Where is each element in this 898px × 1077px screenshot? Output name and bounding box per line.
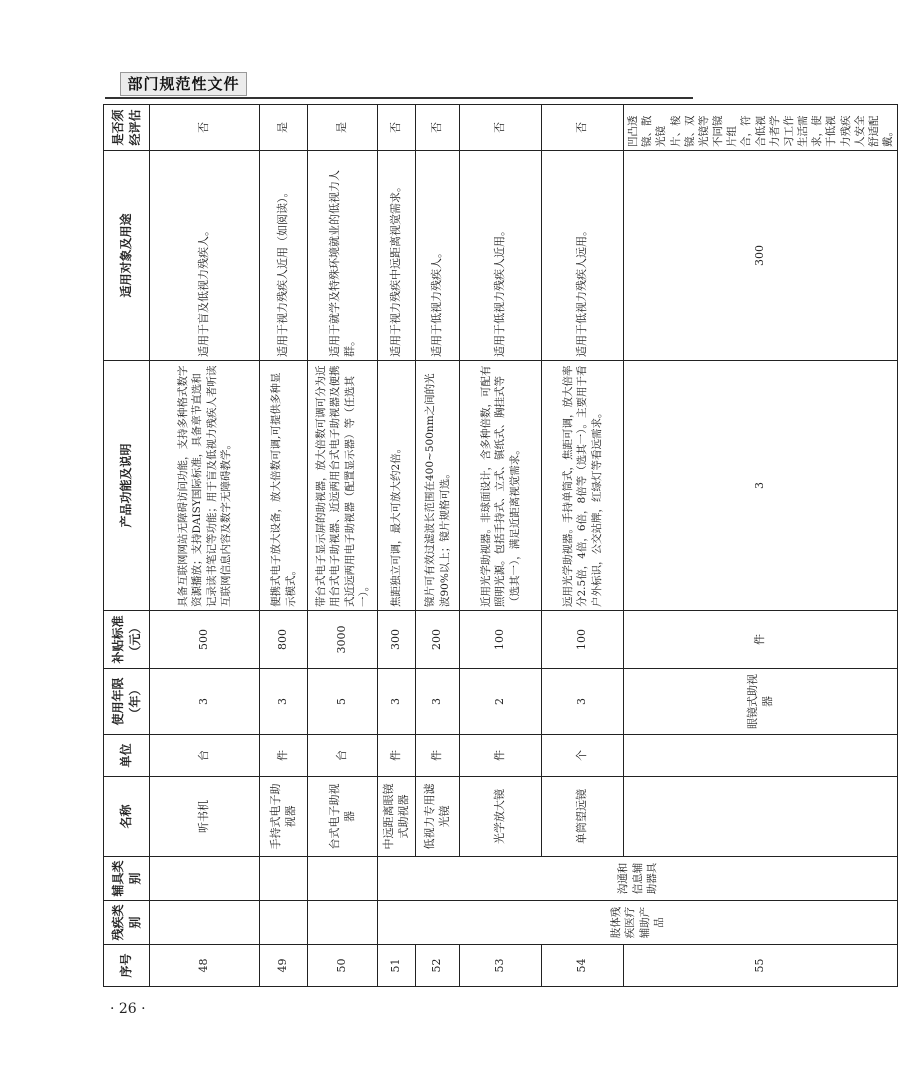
col-header-years: 使用年限（年） (104, 669, 150, 735)
cell-use: 适用于盲及低视力残疾人。 (150, 151, 260, 361)
cell-disability (260, 901, 308, 945)
cell-no: 49 (260, 945, 308, 987)
cell-years: 3 (378, 669, 416, 735)
cell-assessment: 否 (416, 105, 460, 151)
cell-years: 3 (624, 361, 898, 611)
col-header-aid-category: 辅具类别 (104, 857, 150, 901)
page-number: · 26 · (110, 1001, 146, 1017)
cell-no: 54 (542, 945, 624, 987)
col-header-disability: 残疾类别 (104, 901, 150, 945)
cell-disability (308, 901, 378, 945)
col-header-use: 适用对象及用途 (104, 151, 150, 361)
table-row (460, 105, 542, 987)
cell-no: 50 (308, 945, 378, 987)
cell-unit: 台 (150, 735, 260, 777)
cell-use: 适用于低视力残疾人。 (416, 151, 460, 361)
cell-subsidy: 100 (460, 611, 542, 669)
cell-use: 适用于视力残疾中远距离视觉需求。 (378, 151, 416, 361)
cell-assessment: 否 (542, 105, 624, 151)
cell-name: 单筒望远镜 (542, 777, 624, 857)
cell-aid-category-group: 沟通和信息辅助器具 (378, 857, 898, 901)
cell-no: 48 (150, 945, 260, 987)
cell-subsidy: 100 (542, 611, 624, 669)
cell-aid-category (150, 857, 260, 901)
cell-assessment: 是 (308, 105, 378, 151)
cell-disability-group: 肢体残疾医疗辅助产品 (378, 901, 898, 945)
table-header-row (104, 105, 150, 987)
cell-aid-category (624, 735, 898, 777)
cell-description: 远用光学助视器。手持单筒式，焦距可调，放大倍率分2.5倍，4倍，6倍，8倍等（选其一）。主要用于看户外标识，公交站牌，红绿灯等看远需求。 (542, 361, 624, 611)
cell-subsidy: 3000 (308, 611, 378, 669)
cell-no: 53 (460, 945, 542, 987)
col-header-name: 名称 (104, 777, 150, 857)
cell-subsidy: 300 (378, 611, 416, 669)
cell-description: 近用光学助视器。非球面设计，含多种倍数，可配有照明光源。包括手持式、立式、镇纸式、胸挂式等（选其一），满足近距离视觉需求。 (460, 361, 542, 611)
table-row (150, 105, 260, 987)
cell-subsidy: 200 (416, 611, 460, 669)
cell-years: 3 (260, 669, 308, 735)
cell-disability (150, 901, 260, 945)
cell-description: 焦距独立可调，最大可放大约2倍。 (378, 361, 416, 611)
cell-subsidy: 500 (150, 611, 260, 669)
table-row (416, 105, 460, 987)
cell-assessment: 否 (378, 105, 416, 151)
cell-years: 5 (308, 669, 378, 735)
cell-disability (624, 777, 898, 857)
cell-description: 带台式电子显示屏的助视器，放大倍数可调可分为近用台式电子助视器、近远两用台式电子助视器及便携式近远两用电子助视器（配置显示器）等（任选其一）。 (308, 361, 378, 611)
cell-name: 台式电子助视器 (308, 777, 378, 857)
cell-subsidy: 800 (260, 611, 308, 669)
cell-use: 适用于视力残疾人近用（如阅读）。 (260, 151, 308, 361)
cell-no: 51 (378, 945, 416, 987)
cell-unit: 件 (460, 735, 542, 777)
subsidy-table (103, 104, 898, 987)
table-row (378, 105, 416, 987)
cell-description: 便携式电子放大设备，放大倍数可调,可提供多种显示模式。 (260, 361, 308, 611)
table-row (260, 105, 308, 987)
cell-no: 55 (624, 945, 898, 987)
cell-assessment: 否 (460, 105, 542, 151)
col-header-description: 产品功能及说明 (104, 361, 150, 611)
cell-description: 凹凸透镜、散光镜片、棱镜、双光镜等不同镜片组合，符合低视力者学习工作生活需求，使于低视力残疾人安全舒适配戴。 (624, 105, 898, 151)
cell-use: 适用于低视力残疾人近用。 (460, 151, 542, 361)
cell-years: 2 (460, 669, 542, 735)
cell-name: 手持式电子助视器 (260, 777, 308, 857)
cell-no: 52 (416, 945, 460, 987)
table-row (624, 105, 898, 987)
cell-subsidy: 300 (624, 151, 898, 361)
cell-unit: 件 (416, 735, 460, 777)
cell-name: 听书机 (150, 777, 260, 857)
rotated-table-wrapper (103, 105, 895, 987)
col-header-subsidy: 补贴标准（元） (104, 611, 150, 669)
cell-unit: 件 (624, 611, 898, 669)
cell-assessment: 是 (260, 105, 308, 151)
cell-unit: 件 (260, 735, 308, 777)
table-row (308, 105, 378, 987)
table-row (542, 105, 624, 987)
cell-years: 3 (416, 669, 460, 735)
cell-aid-category (260, 857, 308, 901)
cell-use: 适用于就学及特殊环境就业的低视力人群。 (308, 151, 378, 361)
cell-aid-category (308, 857, 378, 901)
col-header-unit: 单位 (104, 735, 150, 777)
header-rule (105, 97, 693, 99)
cell-name: 低视力专用滤光镜 (416, 777, 460, 857)
cell-unit: 个 (542, 735, 624, 777)
cell-name: 光学放大镜 (460, 777, 542, 857)
cell-description: 具备互联网网站无障碍访问功能，支持多种格式数字资源播放；支持DAISY国际标准，具备章节直选和记录读书笔记等功能；用于盲及低视力残疾人者听读互联网信息内容及数字无障碍教学。 (150, 361, 260, 611)
cell-unit: 件 (378, 735, 416, 777)
cell-assessment: 否 (150, 105, 260, 151)
cell-name: 眼镜式助视器 (624, 669, 898, 735)
cell-description: 镜片可有效过滤波长范围在400~500nm之间的光波90%以上；镜片规格可选。 (416, 361, 460, 611)
cell-years: 3 (150, 669, 260, 735)
col-header-no: 序号 (104, 945, 150, 987)
cell-unit: 台 (308, 735, 378, 777)
col-header-assessment: 是否须经评估 (104, 105, 150, 151)
section-label: 部门规范性文件 (120, 72, 247, 96)
cell-use: 适用于低视力残疾人远用。 (542, 151, 624, 361)
cell-name: 中远距离眼镜式助视器 (378, 777, 416, 857)
cell-years: 3 (542, 669, 624, 735)
